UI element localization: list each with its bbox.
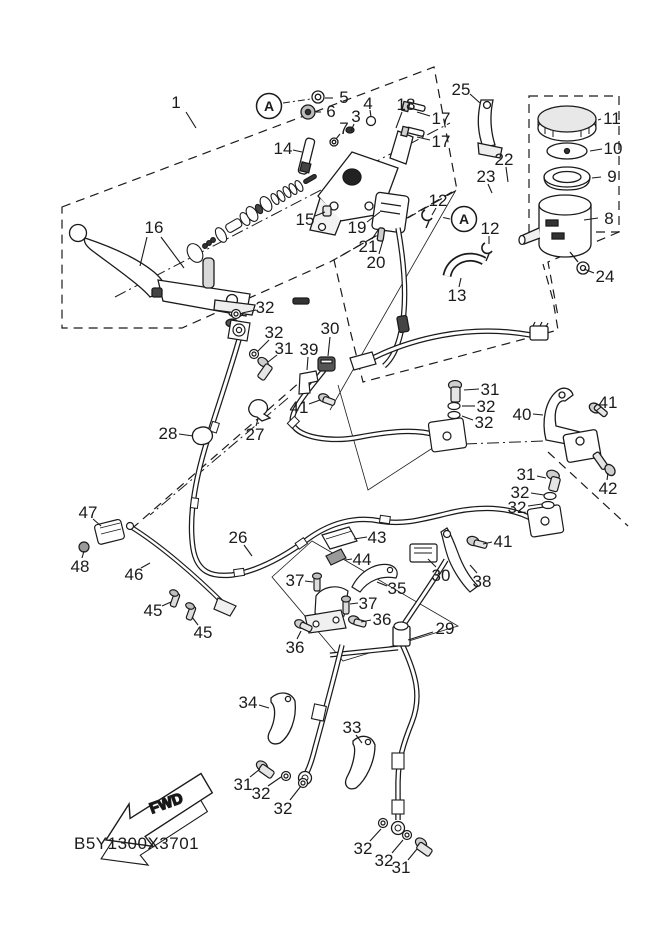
clamp-34 [268, 693, 295, 744]
reservoir-assembly [478, 100, 596, 274]
callout-7: 7 [339, 119, 349, 138]
lever-ball-end [70, 225, 87, 242]
callout-43: 43 [367, 528, 387, 547]
hose-connector [530, 326, 548, 340]
callout-44: 44 [352, 550, 372, 569]
callout-37: 37 [285, 571, 305, 590]
callout-1: 1 [171, 93, 181, 112]
callout-leader [186, 112, 196, 128]
callout-47: 47 [78, 503, 98, 522]
clamp-33 [346, 736, 375, 788]
callout-12: 12 [480, 219, 500, 238]
callout-3: 3 [351, 107, 361, 126]
callout-leader [345, 559, 352, 560]
callout-32: 32 [374, 851, 394, 870]
union-bolt [258, 764, 275, 779]
callout-28: 28 [158, 424, 178, 443]
detail-marker-label: A [458, 211, 470, 227]
callout-leader [598, 119, 601, 120]
callout-33: 33 [342, 718, 362, 737]
callout-30: 30 [320, 319, 340, 338]
callout-leader [533, 414, 543, 415]
callout-leader [379, 240, 383, 254]
callout-leader [328, 337, 330, 356]
callout-10: 10 [603, 139, 623, 158]
callout-32: 32 [251, 784, 271, 803]
callout-15: 15 [295, 210, 315, 229]
callout-23: 23 [476, 167, 496, 186]
callout-48: 48 [70, 557, 90, 576]
callout-12: 12 [428, 191, 448, 210]
callout-20: 20 [366, 253, 386, 272]
bolt-36 [353, 619, 366, 628]
callout-31: 31 [391, 858, 411, 877]
callout-leader [537, 476, 546, 478]
callout-32: 32 [510, 483, 530, 502]
callout-36: 36 [372, 610, 392, 629]
callout-46: 46 [124, 565, 144, 584]
fwd-label: FWD [147, 789, 186, 818]
callout-27: 27 [245, 425, 265, 444]
callout-31: 31 [480, 380, 500, 399]
callout-45: 45 [143, 601, 163, 620]
callout-32: 32 [353, 839, 373, 858]
callout-39: 39 [299, 340, 319, 359]
union-bolt [451, 387, 460, 402]
pivot-screw [293, 298, 309, 304]
callout-5: 5 [339, 88, 349, 107]
callout-leader [396, 112, 402, 128]
callout-25: 25 [451, 80, 471, 99]
callout-9: 9 [607, 167, 617, 186]
marker-leader [441, 217, 450, 219]
callout-30: 30 [431, 566, 451, 585]
callout-32: 32 [474, 413, 494, 432]
callout-leader [293, 150, 302, 152]
callout-31: 31 [274, 339, 294, 358]
callout-41: 41 [289, 398, 309, 417]
callout-11: 11 [603, 109, 621, 128]
callout-leader [140, 237, 147, 266]
callout-41: 41 [598, 393, 618, 412]
callout-leader [259, 705, 269, 708]
callout-6: 6 [326, 102, 336, 121]
union-bolt [416, 842, 433, 857]
brake-switch [372, 192, 410, 366]
hose-clamp [422, 210, 432, 220]
callout-8: 8 [604, 209, 614, 228]
figure-code: B5Y1300X3701 [74, 834, 200, 853]
callout-leader [506, 167, 508, 182]
callout-37: 37 [358, 594, 378, 613]
callout-leader [470, 94, 480, 103]
callout-36: 36 [285, 638, 305, 657]
callout-14: 14 [273, 139, 293, 158]
detail-marker-label: A [263, 98, 275, 114]
clip-44 [326, 549, 346, 565]
callout-4: 4 [363, 94, 373, 113]
hose-clamp [482, 243, 492, 253]
callout-leader [462, 416, 473, 420]
marker-leader [283, 99, 311, 103]
callout-32: 32 [264, 323, 284, 342]
callout-32: 32 [273, 799, 293, 818]
callout-29: 29 [435, 619, 455, 638]
callout-19: 19 [347, 218, 367, 237]
callout-leader [162, 602, 171, 606]
union-bolt [257, 363, 273, 381]
callout-35: 35 [387, 579, 407, 598]
callout-32: 32 [507, 498, 527, 517]
callout-leader [464, 389, 479, 390]
callout-leader [590, 149, 602, 151]
callout-32: 32 [255, 298, 275, 317]
callout-16: 16 [144, 218, 164, 237]
callout-leader [179, 434, 193, 436]
callout-leader [350, 603, 358, 604]
callout-leader [392, 840, 403, 853]
callout-42: 42 [598, 479, 618, 498]
callout-leader [592, 177, 601, 178]
callout-21: 21 [358, 237, 378, 256]
clamp-27 [249, 400, 270, 421]
lever-bushing [203, 258, 214, 288]
callout-leader [408, 632, 433, 640]
callout-leader [417, 112, 430, 116]
switch-screw [377, 228, 385, 242]
callout-leader [417, 137, 430, 140]
callout-leader [309, 400, 320, 404]
callout-13: 13 [447, 286, 467, 305]
switch-lead-hose [350, 322, 548, 370]
callout-17: 17 [431, 132, 451, 151]
callout-22: 22 [494, 150, 514, 169]
callout-24: 24 [595, 267, 615, 286]
callout-41: 41 [493, 532, 513, 551]
wire-grommet [397, 315, 410, 332]
callout-leader [290, 786, 301, 800]
bottom-left-hose [299, 645, 343, 785]
callout-26: 26 [228, 528, 248, 547]
callout-31: 31 [516, 465, 536, 484]
callout-leader [531, 493, 544, 495]
callout-17: 17 [431, 109, 451, 128]
callout-18: 18 [396, 95, 416, 114]
callout-leader [528, 504, 542, 506]
callout-leader [305, 581, 313, 582]
callout-34: 34 [238, 693, 258, 712]
callout-38: 38 [472, 572, 492, 591]
clamp-28 [192, 427, 212, 445]
nut-48 [79, 542, 89, 552]
callout-40: 40 [512, 405, 532, 424]
callout-31: 31 [233, 775, 253, 794]
callout-leader [161, 237, 184, 268]
fwd-arrow [85, 772, 228, 879]
reservoir-cap [538, 106, 596, 132]
callout-32: 32 [476, 397, 496, 416]
callout-45: 45 [193, 623, 213, 642]
